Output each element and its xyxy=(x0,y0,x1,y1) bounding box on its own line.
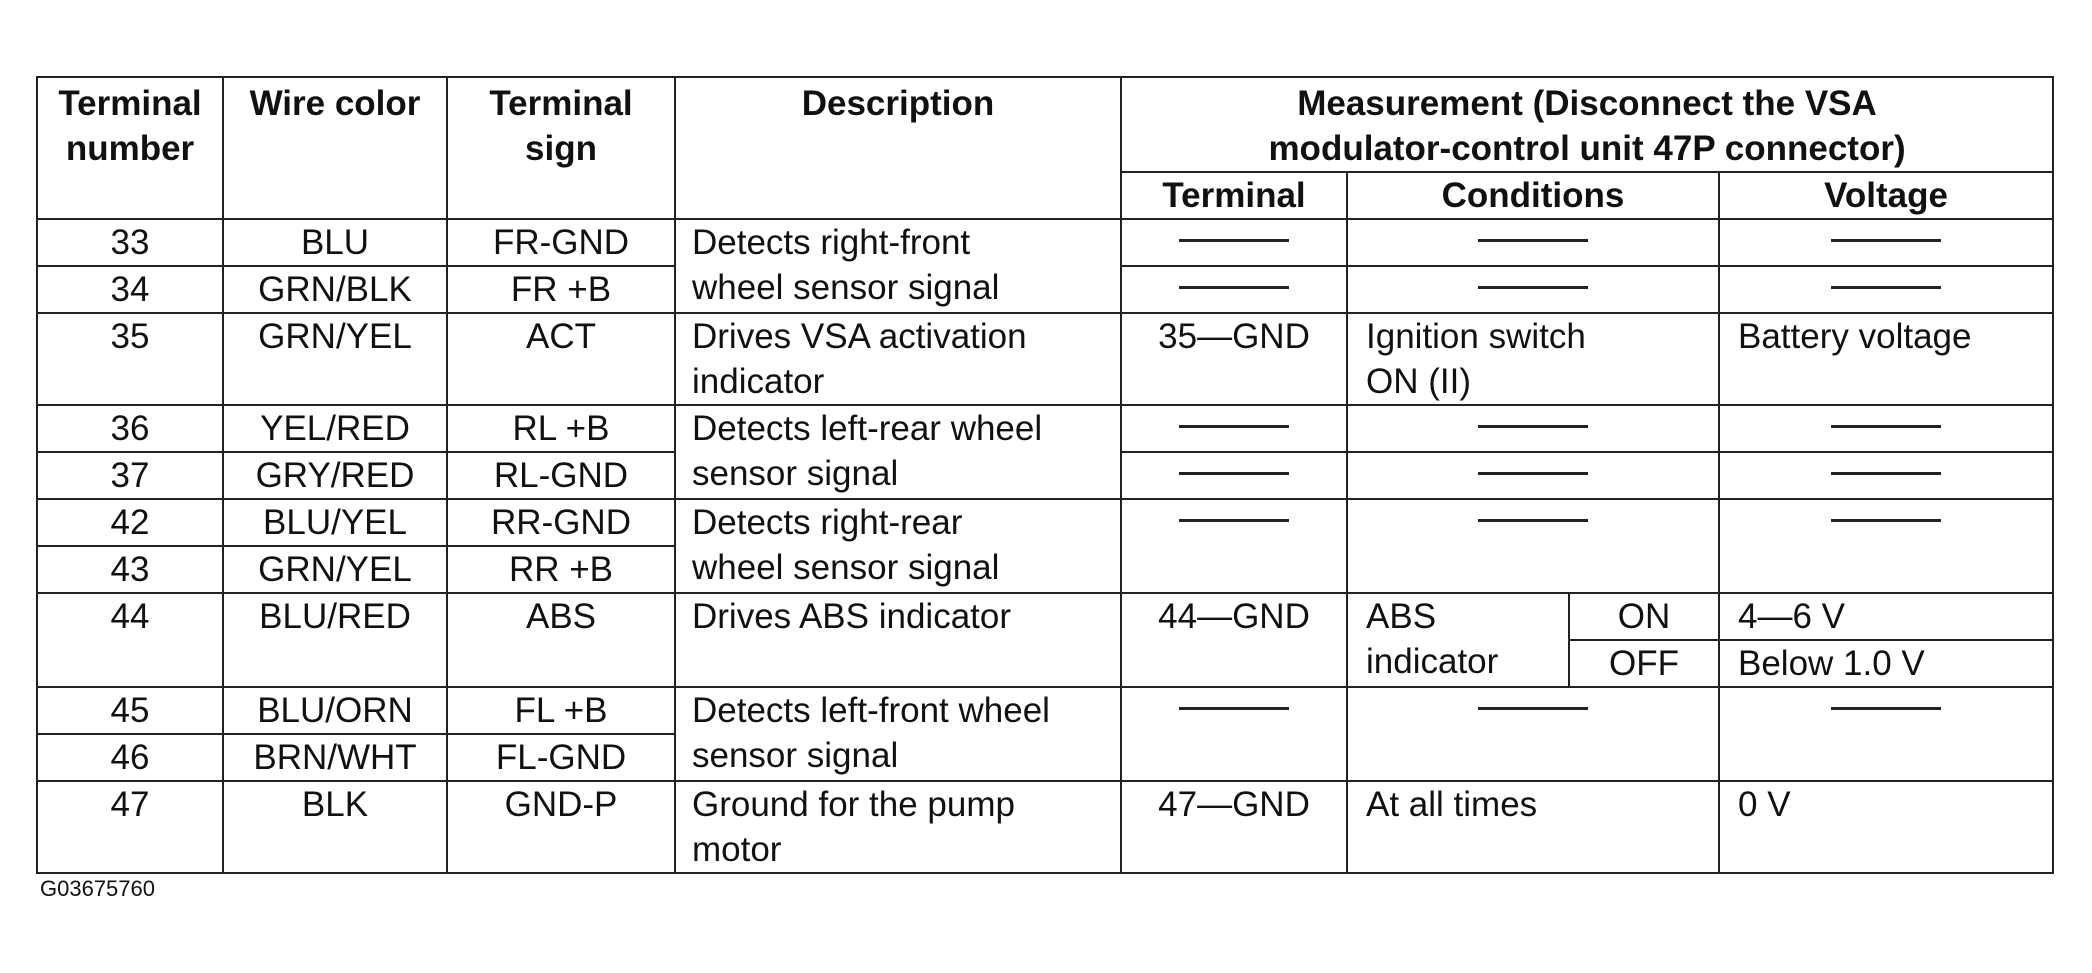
conditions-line: Ignition switch xyxy=(1366,317,1586,356)
dash-mark xyxy=(1831,707,1941,710)
description-line: Detects left-rear wheel xyxy=(692,409,1043,448)
cell-measure-terminal: 47—GND xyxy=(1121,781,1347,873)
dash-mark xyxy=(1831,472,1941,475)
header-terminal-sign-l1: Terminal xyxy=(489,84,633,123)
header-terminal-sign-l2: sign xyxy=(525,129,597,168)
dash-mark xyxy=(1478,239,1588,242)
cell-wire-color: GRN/BLK xyxy=(223,266,447,313)
cell-terminal-sign: ABS xyxy=(447,593,675,687)
cell-wire-color: GRN/YEL xyxy=(223,546,447,593)
cell-dash xyxy=(1121,266,1347,313)
cell-wire-color: BLU/YEL xyxy=(223,499,447,546)
cell-terminal-number: 33 xyxy=(37,219,223,266)
header-terminal-sign xyxy=(447,77,675,219)
cell-terminal-number: 45 xyxy=(37,687,223,734)
cell-terminal-number: 42 xyxy=(37,499,223,546)
cell-terminal-sign: RL +B xyxy=(447,405,675,452)
cell-terminal-sign: RR +B xyxy=(447,546,675,593)
description-line: wheel sensor signal xyxy=(692,268,1000,307)
cell-dash xyxy=(1719,687,2053,781)
cell-terminal-sign: FR-GND xyxy=(447,219,675,266)
dash-mark xyxy=(1179,425,1289,428)
cell-description xyxy=(675,313,1121,405)
description-line: Detects right-front xyxy=(692,223,971,262)
header-wire-color xyxy=(223,77,447,219)
figure-id: G03675760 xyxy=(40,876,155,901)
header-description-text: Description xyxy=(801,84,995,123)
cell-measure-terminal: 35—GND xyxy=(1121,313,1347,405)
description-line: indicator xyxy=(692,362,825,401)
cell-terminal-sign: FL +B xyxy=(447,687,675,734)
table-row xyxy=(37,405,2053,452)
cell-voltage: Battery voltage xyxy=(1719,313,2053,405)
cell-voltage: 0 V xyxy=(1719,781,2053,873)
cell-wire-color: BLK xyxy=(223,781,447,873)
cell-wire-color: GRN/YEL xyxy=(223,313,447,405)
cell-dash xyxy=(1347,219,1719,266)
table-row xyxy=(37,687,2053,734)
cell-terminal-sign: RR-GND xyxy=(447,499,675,546)
header-terminal-number-l1: Terminal xyxy=(58,84,202,123)
cell-wire-color: YEL/RED xyxy=(223,405,447,452)
conditions-line: ABS xyxy=(1366,597,1437,636)
subheader-voltage: Voltage xyxy=(1719,172,2053,219)
header-wire-color-text: Wire color xyxy=(249,84,421,123)
description-line: motor xyxy=(692,830,782,869)
cell-dash xyxy=(1347,687,1719,781)
cell-terminal-number: 43 xyxy=(37,546,223,593)
conditions-line: indicator xyxy=(1366,642,1499,681)
cell-terminal-number: 36 xyxy=(37,405,223,452)
dash-mark xyxy=(1831,239,1941,242)
cell-terminal-sign: ACT xyxy=(447,313,675,405)
cell-dash xyxy=(1121,452,1347,499)
cell-dash xyxy=(1719,405,2053,452)
cell-description: Drives ABS indicator xyxy=(675,593,1121,687)
cell-description xyxy=(675,219,1121,313)
cell-terminal-sign: FR +B xyxy=(447,266,675,313)
description-line: Ground for the pump xyxy=(692,785,1015,824)
description-line: Detects right-rear xyxy=(692,503,963,542)
dash-mark xyxy=(1478,707,1588,710)
cell-terminal-number: 34 xyxy=(37,266,223,313)
description-line: sensor signal xyxy=(692,736,899,775)
dash-mark xyxy=(1831,425,1941,428)
cell-dash xyxy=(1121,499,1347,593)
table-row xyxy=(37,313,2053,405)
terminal-table xyxy=(36,76,2054,874)
cell-dash xyxy=(1121,405,1347,452)
cell-measure-terminal: 44—GND xyxy=(1121,593,1347,687)
cell-state-off: OFF xyxy=(1569,640,1719,687)
cell-dash xyxy=(1347,405,1719,452)
cell-description xyxy=(675,781,1121,873)
description-line: Drives VSA activation xyxy=(692,317,1027,356)
cell-voltage-on: 4—6 V xyxy=(1719,593,2053,640)
cell-dash xyxy=(1347,452,1719,499)
cell-state-on: ON xyxy=(1569,593,1719,640)
cell-terminal-sign: RL-GND xyxy=(447,452,675,499)
cell-dash xyxy=(1347,499,1719,593)
cell-dash xyxy=(1719,219,2053,266)
cell-conditions xyxy=(1347,593,1569,687)
table-row xyxy=(37,499,2053,546)
cell-terminal-number: 47 xyxy=(37,781,223,873)
cell-wire-color: GRY/RED xyxy=(223,452,447,499)
dash-mark xyxy=(1831,519,1941,522)
cell-dash xyxy=(1719,452,2053,499)
subheader-conditions: Conditions xyxy=(1347,172,1719,219)
cell-dash xyxy=(1719,499,2053,593)
dash-mark xyxy=(1831,286,1941,289)
dash-mark xyxy=(1179,472,1289,475)
dash-mark xyxy=(1478,286,1588,289)
cell-terminal-number: 44 xyxy=(37,593,223,687)
cell-dash xyxy=(1121,219,1347,266)
cell-conditions: At all times xyxy=(1347,781,1719,873)
cell-terminal-number: 46 xyxy=(37,734,223,781)
cell-wire-color: BLU xyxy=(223,219,447,266)
cell-dash xyxy=(1121,687,1347,781)
cell-terminal-number: 35 xyxy=(37,313,223,405)
conditions-line: ON (II) xyxy=(1366,362,1471,401)
cell-dash xyxy=(1719,266,2053,313)
dash-mark xyxy=(1179,519,1289,522)
description-line: wheel sensor signal xyxy=(692,548,1000,587)
cell-description xyxy=(675,405,1121,499)
dash-mark xyxy=(1179,239,1289,242)
header-terminal-number-l2: number xyxy=(65,129,195,168)
table-row xyxy=(37,593,2053,640)
dash-mark xyxy=(1179,286,1289,289)
cell-conditions xyxy=(1347,313,1719,405)
subheader-terminal: Terminal xyxy=(1121,172,1347,219)
table-row xyxy=(37,219,2053,266)
header-description xyxy=(675,77,1121,219)
description-line: sensor signal xyxy=(692,454,899,493)
cell-terminal-number: 37 xyxy=(37,452,223,499)
cell-voltage-off: Below 1.0 V xyxy=(1719,640,2053,687)
header-terminal-number xyxy=(37,77,223,219)
cell-terminal-sign: FL-GND xyxy=(447,734,675,781)
header-measurement xyxy=(1121,77,2053,172)
cell-wire-color: BRN/WHT xyxy=(223,734,447,781)
header-measurement-l1: Measurement (Disconnect the VSA xyxy=(1297,84,1877,123)
table-row xyxy=(37,781,2053,873)
description-line: Detects left-front wheel xyxy=(692,691,1050,730)
cell-description xyxy=(675,687,1121,781)
dash-mark xyxy=(1179,707,1289,710)
cell-description xyxy=(675,499,1121,593)
cell-terminal-sign: GND-P xyxy=(447,781,675,873)
dash-mark xyxy=(1478,425,1588,428)
dash-mark xyxy=(1478,519,1588,522)
cell-wire-color: BLU/RED xyxy=(223,593,447,687)
header-measurement-l2: modulator-control unit 47P connector) xyxy=(1268,129,1906,168)
cell-dash xyxy=(1347,266,1719,313)
cell-wire-color: BLU/ORN xyxy=(223,687,447,734)
dash-mark xyxy=(1478,472,1588,475)
